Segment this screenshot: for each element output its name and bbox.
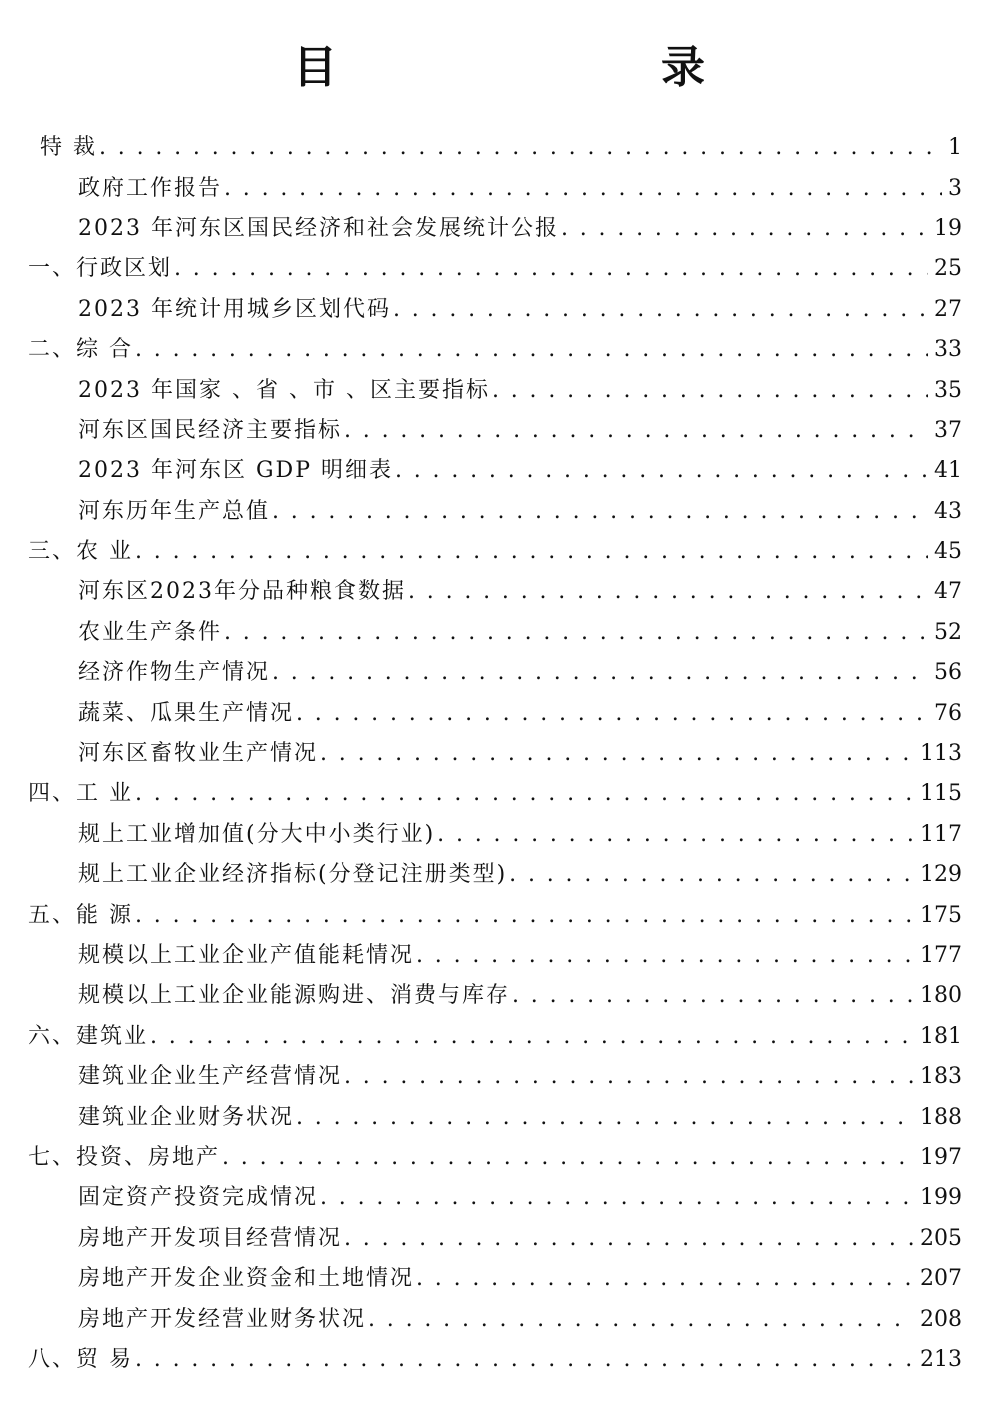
toc-entry-label: 规上工业企业经济指标(分登记注册类型) [78, 862, 508, 888]
dot-leader [135, 337, 928, 363]
toc-page-number: 188 [920, 1104, 962, 1130]
toc-page-number: 197 [920, 1144, 962, 1170]
dot-leader [272, 499, 928, 525]
toc-entry-label: 二、综 合 [28, 337, 133, 363]
toc-entry-label: 房地产开发经营业财务状况 [78, 1306, 367, 1332]
dot-leader [99, 135, 942, 161]
toc-entry-label: 规模以上工业企业产值能耗情况 [78, 943, 415, 968]
toc-subsection-entry[interactable] [0, 653, 998, 693]
toc-section-entry[interactable] [0, 895, 998, 935]
toc-subsection-entry[interactable] [0, 370, 998, 410]
toc-section-entry[interactable] [0, 330, 998, 370]
toc-entry-label: 四、工 业 [28, 781, 133, 807]
dot-leader [320, 1185, 914, 1211]
toc-page-number: 3 [948, 175, 962, 201]
dot-leader [416, 943, 914, 969]
toc-entry-label: 房地产开发项目经营情况 [78, 1225, 343, 1251]
dot-leader [395, 458, 928, 484]
toc-section-entry[interactable] [0, 1017, 998, 1057]
toc-subsection-entry[interactable] [0, 411, 998, 451]
toc-entry-label: 蔬菜、瓜果生产情况 [78, 700, 295, 726]
dot-leader [272, 660, 928, 686]
toc-page-number: 213 [920, 1346, 962, 1372]
toc-subsection-entry[interactable] [0, 855, 998, 895]
dot-leader [135, 539, 928, 565]
dot-leader [408, 579, 928, 605]
toc-page-number: 52 [934, 619, 962, 645]
dot-leader [224, 620, 928, 646]
toc-subsection-entry[interactable] [0, 492, 998, 532]
toc-section-entry[interactable] [0, 128, 998, 168]
toc-subsection-entry[interactable] [0, 1097, 998, 1137]
toc-entry-label: 房地产开发企业资金和土地情况 [78, 1266, 415, 1292]
toc-subsection-entry[interactable] [0, 1219, 998, 1259]
toc-subsection-entry[interactable] [0, 734, 998, 774]
toc-page-number: 19 [934, 215, 962, 241]
toc-page-number: 47 [934, 579, 962, 605]
toc-page-number: 27 [934, 296, 962, 322]
toc-entry-label: 固定资产投资完成情况 [78, 1185, 319, 1211]
toc-section-entry[interactable] [0, 249, 998, 289]
toc-page-number: 207 [920, 1266, 962, 1292]
dot-leader [150, 1024, 914, 1050]
toc-page-number: 37 [934, 417, 962, 443]
dot-leader [437, 822, 914, 848]
toc-section-entry[interactable] [0, 1138, 998, 1178]
toc-page-number: 115 [920, 781, 962, 807]
toc-subsection-entry[interactable] [0, 693, 998, 733]
dot-leader [344, 1064, 914, 1090]
toc-entry-label: 三、农 业 [28, 539, 133, 565]
toc-section-entry[interactable] [0, 1340, 998, 1380]
dot-leader [416, 1266, 914, 1292]
toc-entry-label: 2023 年河东区国民经济和社会发展统计公报 [78, 215, 559, 241]
toc-page-number: 180 [920, 983, 962, 1009]
toc-entry-label: 规模以上工业企业能源购进、消费与库存 [78, 983, 511, 1009]
toc-page-number: 45 [934, 539, 962, 565]
toc-page-number: 117 [920, 821, 962, 847]
toc-page-number: 35 [934, 377, 962, 403]
toc-page-number: 33 [934, 337, 962, 363]
dot-leader [135, 781, 914, 807]
toc-subsection-entry[interactable] [0, 572, 998, 612]
toc-entry-label: 七、投资、房地产 [28, 1144, 221, 1170]
toc-subsection-entry[interactable] [0, 209, 998, 249]
toc-subsection-entry[interactable] [0, 936, 998, 976]
toc-entry-label: 五、能 源 [28, 902, 133, 928]
toc-entry-label: 政府工作报告 [78, 175, 223, 201]
toc-subsection-entry[interactable] [0, 451, 998, 491]
toc-entry-label: 经济作物生产情况 [78, 660, 271, 686]
toc-subsection-entry[interactable] [0, 1299, 998, 1339]
toc-page-number: 208 [920, 1306, 962, 1332]
toc-page-number: 43 [934, 498, 962, 524]
toc-page-number: 181 [920, 1023, 962, 1049]
toc-page-number: 129 [920, 862, 962, 888]
toc-page-number: 1 [948, 135, 962, 161]
dot-leader [344, 418, 928, 444]
toc-entry-label: 八、贸 易 [28, 1346, 133, 1372]
dot-leader [368, 1307, 914, 1333]
toc-section-entry[interactable] [0, 774, 998, 814]
toc-entry-label: 六、建筑业 [28, 1023, 149, 1049]
dot-leader [509, 862, 914, 888]
toc-subsection-entry[interactable] [0, 613, 998, 653]
dot-leader [135, 1347, 914, 1373]
toc-page-number: 56 [934, 660, 962, 686]
toc-subsection-entry[interactable] [0, 1259, 998, 1299]
toc-page-number: 76 [934, 700, 962, 726]
toc-entry-label: 规上工业增加值(分大中小类行业) [78, 821, 436, 847]
toc-entry-label: 建筑业企业财务状况 [78, 1104, 295, 1130]
toc-entry-label: 2023 年河东区 GDP 明细表 [78, 458, 393, 484]
toc-page-number: 175 [920, 902, 962, 928]
table-of-contents [0, 128, 998, 1380]
dot-leader [492, 378, 928, 404]
dot-leader [296, 701, 928, 727]
toc-entry-label: 2023 年统计用城乡区划代码 [78, 296, 391, 322]
toc-subsection-entry[interactable] [0, 168, 998, 208]
toc-subsection-entry[interactable] [0, 815, 998, 855]
toc-entry-label: 河东历年生产总值 [78, 498, 271, 524]
dot-leader [296, 1105, 914, 1131]
toc-page-number: 113 [920, 741, 962, 767]
dot-leader [561, 216, 928, 242]
toc-subsection-entry[interactable] [0, 976, 998, 1016]
toc-subsection-entry[interactable] [0, 1057, 998, 1097]
toc-entry-label: 建筑业企业生产经营情况 [78, 1064, 343, 1090]
toc-page-number: 199 [920, 1185, 962, 1211]
dot-leader [224, 176, 942, 202]
toc-subsection-entry[interactable] [0, 290, 998, 330]
toc-page-number: 183 [920, 1064, 962, 1090]
toc-entry-label: 农业生产条件 [78, 619, 223, 645]
dot-leader [344, 1226, 914, 1252]
toc-subsection-entry[interactable] [0, 1178, 998, 1218]
toc-page-number: 205 [920, 1225, 962, 1251]
toc-entry-label: 河东区畜牧业生产情况 [78, 741, 319, 767]
toc-section-entry[interactable] [0, 532, 998, 572]
toc-entry-label: 2023 年国家 、省 、市 、区主要指标 [78, 377, 490, 403]
toc-entry-label: 河东区国民经济主要指标 [78, 417, 343, 443]
dot-leader [393, 297, 928, 323]
dot-leader [135, 903, 914, 929]
page-title: 目 录 [293, 42, 845, 93]
dot-leader [222, 1145, 914, 1171]
toc-page-number: 41 [934, 458, 962, 484]
toc-page-number: 177 [920, 943, 962, 968]
dot-leader [174, 256, 928, 282]
toc-entry-label: 河东区2023年分品种粮食数据 [78, 579, 406, 605]
toc-page-number: 25 [934, 256, 962, 282]
toc-entry-label: 特 裁 [40, 135, 97, 161]
toc-entry-label: 一、行政区划 [28, 256, 173, 282]
dot-leader [512, 983, 914, 1009]
dot-leader [320, 741, 914, 767]
